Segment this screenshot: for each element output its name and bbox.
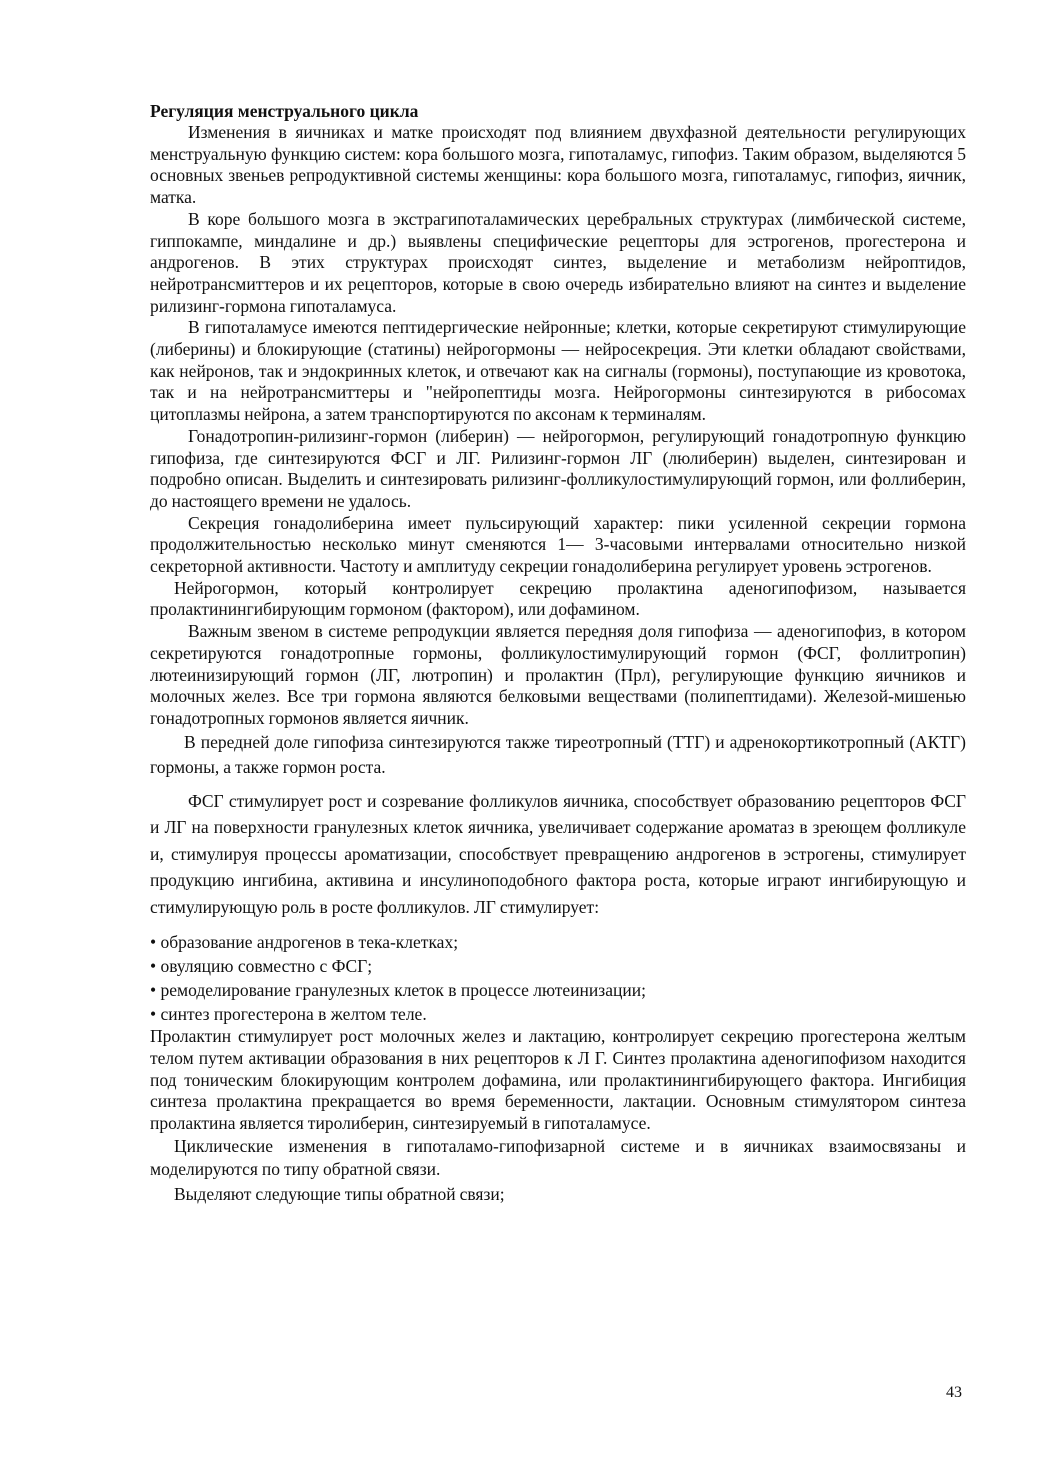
paragraph-4: Гонадотропин-рилизинг-гормон (либерин) — нейрогормон, регулирующий гонадотропную функцию гипофиза, где синтезируются ФСГ и ЛГ. Рилизинг-гормон ЛГ (люлиберин) выделен, синтезирован и подробно описан. Выделить и синтезировать рилизинг-фолликулостимулирующий гормон, или фоллиберин, до настоящего времени не удалось. <box>150 425 966 511</box>
paragraph-3: В гипоталамусе имеются пептидергические нейронные; клетки, которые секретируют стимулирующие (либерины) и блокирующие (статины) нейрогормоны — нейросекреция. Эти клетки обладают свойствами, как нейронов, так и эндокринных клеток, и отвечают как на сигналы (гормоны), поступающие из кровотока, так и на нейротрансмиттеры и "нейропептиды мозга. Нейрогормоны синтезируются в рибосомах цитоплазмы нейрона, а затем транспортируются по аксонам к терминалям. <box>150 317 966 425</box>
list-item: • овуляцию совместно с ФСГ; <box>150 956 373 977</box>
paragraph-5: Секреция гонадолиберина имеет пульсирующий характер: пики усиленной секреции гормона продолжительностью несколько минут сменяются 1— 3-часовыми интервалами относительно низкой секреторной активности. Частоту и амплитуду секреции гонадолиберина регулирует уровень эстрогенов. <box>150 512 966 577</box>
paragraph-2: В коре большого мозга в экстрагипоталамических церебральных структурах (лимбической системе, гиппокампе, миндалине и др.) выявлены специфические рецепторы для эстрогенов, прогестерона и андрогенов. В этих структурах происходят синтез, выделение и метаболизм нейроптидов, нейротрансмиттеров и их рецепторов, которые в свою очередь избирательно влияют на синтез и выделение рилизинг-гормона гипоталамуса. <box>150 208 966 316</box>
prolactin-paragraph: Пролактин стимулирует рост молочных желез и лактацию, контролирует секрецию прогестерона желтым телом путем активации образования в них рецепторов к Л Г. Синтез пролактина аденогипофизом находится под тоническим блокирующим контролем дофамина, или пролактинингибирующего фактора. Ингибиция синтеза пролактина прекращается во время беременности, лактации. Основным стимулятором синтеза пролактина является тиролиберин, синтезируемый в гипоталамусе. <box>150 1026 966 1133</box>
fsg-block <box>150 788 966 921</box>
list-item: • синтез прогестерона в желтом теле. <box>150 1004 427 1025</box>
lh-effects-list <box>150 930 966 1026</box>
cyclic-changes-paragraph: Циклические изменения в гипоталамо-гипофизарной системе и в яичниках взаимосвязаны и моделируются по типу обратной связи. <box>150 1135 966 1179</box>
paragraph-1: Изменения в яичниках и матке происходят под влиянием двухфазной деятельности регулирующих менструальную функцию систем: кора большого мозга, гипоталамус, гипофиз. Таким образом, выделяются 5 основных звеньев репродуктивной системы женщины: кора большого мозга, гипоталамус, гипофиз, яичник, матка. <box>150 122 966 208</box>
section-title: Регуляция менструального цикла <box>150 101 419 121</box>
fsg-paragraph: ФСГ стимулирует рост и созревание фолликулов яичника, способствует образованию рецепторов ФСГ и ЛГ на поверхности гранулезных клеток яичника, увеличивает содержание ароматаз в зреющем фолликуле и, стимулируя процессы ароматизации, способствует превращению андрогенов в эстрогены, стимулирует продукцию ингибина, активина и инсулиноподобного фактора роста, которые играют ингибирующую и стимулирующую роль в росте фолликулов. ЛГ стимулирует: <box>150 790 966 917</box>
paragraph-7: Важным звеном в системе репродукции является передняя доля гипофиза — аденогипофиз, в котором секретируются гонадотропные гормоны, фолликулостимулирующий гормон (ФСГ, фоллитропин) лютеинизирующий гормон (ЛГ, лютропин) и пролактин (Прл), регулирующие функцию яичников и молочных желез. Все три гормона являются белковыми веществами (полипептидами). Железой-мишенью гонадотропных гормонов является яичник. <box>150 621 966 728</box>
paragraph-6: Нейрогормон, который контролирует секрецию пролактина аденогипофизом, называется пролактинингибирующим гормоном (фактором), или дофамином. <box>150 577 966 620</box>
page-content <box>150 100 966 1207</box>
page-number: 43 <box>946 1384 962 1401</box>
list-item: • образование андрогенов в тека-клетках; <box>150 932 459 953</box>
list-item: • ремоделирование гранулезных клеток в процессе лютеинизации; <box>150 980 646 1001</box>
feedback-types-paragraph: Выделяют следующие типы обратной связи; <box>174 1183 505 1204</box>
paragraph-8: В передней доле гипофиза синтезируются также тиреотропный (ТТГ) и адренокортикотропный (АКТГ) гормоны, а также гормон роста. <box>150 731 966 777</box>
